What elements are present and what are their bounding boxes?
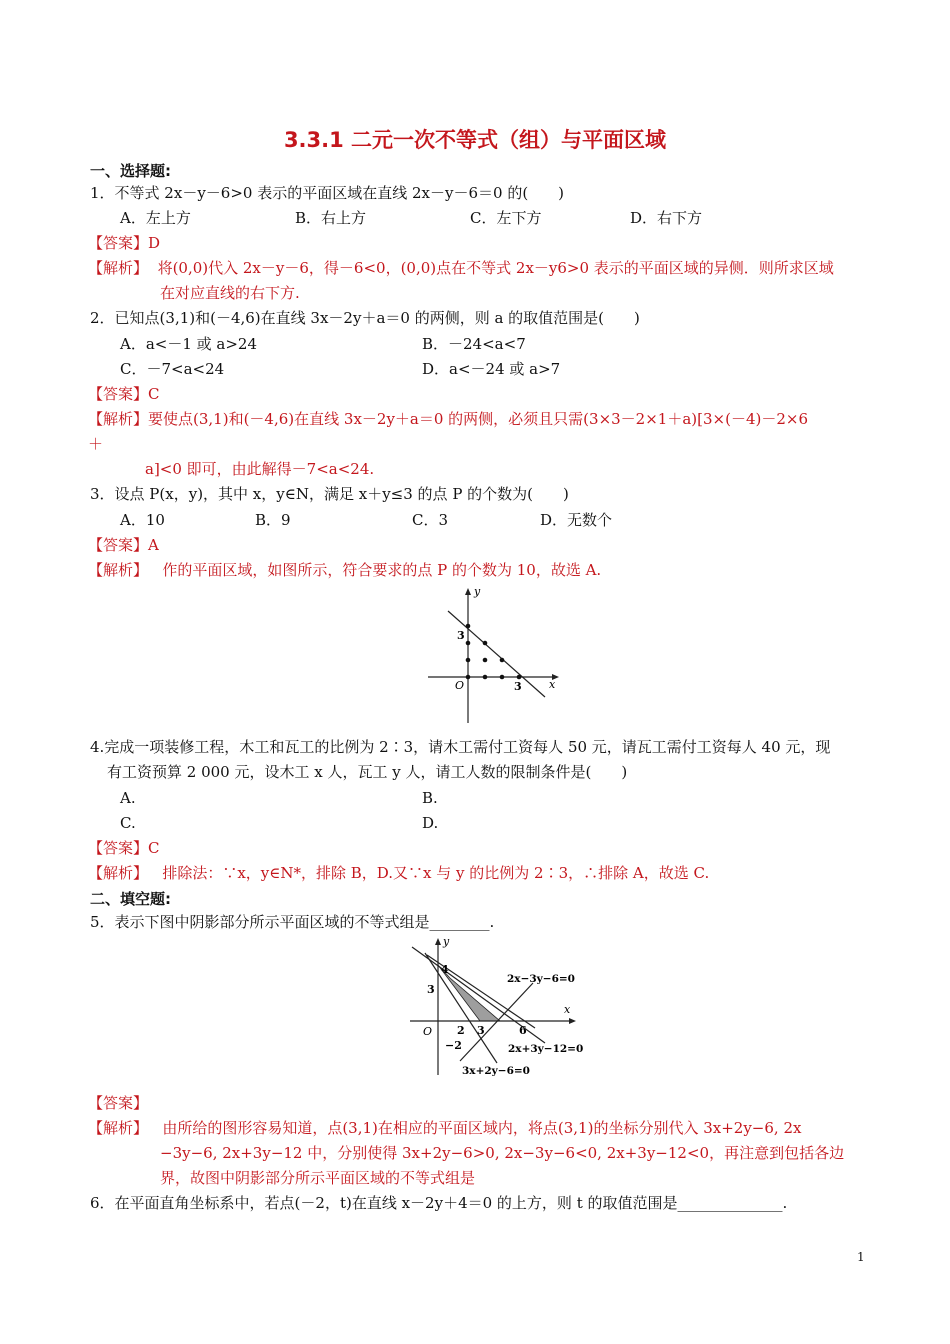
question-2-stem: 2．已知点(3,1)和(－4,6)在直线 3x－2y＋a＝0 的两侧，则 a 的取值范围是( ) — [90, 309, 640, 327]
q4-option-d: D. — [422, 814, 439, 832]
q3-answer — [88, 535, 159, 555]
label-2x-plus-3y-12: 2x+3y−12=0 — [508, 1043, 584, 1055]
question-4-stem-cont: 有工资预算 2 000 元，设木工 x 人，瓦工 y 人，请工人数的限制条件是( ) — [107, 763, 628, 781]
q3-option-b: B．9 — [255, 511, 291, 529]
y-intercept-label: 3 — [457, 629, 465, 642]
q5-explanation — [88, 1118, 801, 1138]
answer-value: C — [148, 839, 160, 857]
x-tick-2: 2 — [457, 1024, 465, 1037]
explanation-text: 将(0,0)代入 2x－y－6，得－6<0，(0,0)点在不等式 2x－y6>0 表示的平面区域的异侧．则所求区域 — [157, 259, 834, 277]
answer-tag: 【答案】 — [88, 536, 149, 554]
q5-shaded-region-figure — [405, 935, 590, 1080]
x-axis-label: x — [564, 1003, 571, 1016]
q4-option-b: B. — [422, 789, 438, 807]
section-heading-fill: 二、填空题: — [90, 890, 171, 908]
answer-tag: 【答案】 — [88, 1094, 149, 1112]
q2-explanation-plus: ＋ — [88, 435, 104, 453]
explanation-tag: 【解析】 — [88, 410, 149, 428]
q1-answer — [88, 233, 160, 253]
y-tick-neg2: −2 — [445, 1039, 462, 1052]
question-6-stem: 6．在平面直角坐标系中，若点(－2，t)在直线 x－2y＋4＝0 的上方，则 t 的取值范围是______________. — [90, 1194, 788, 1212]
y-axis-arrow — [465, 588, 471, 595]
y-axis-arrow — [435, 938, 441, 945]
x-axis-label: x — [549, 678, 556, 691]
q1-option-d: D．右下方 — [630, 209, 703, 227]
q3-option-a: A．10 — [120, 511, 165, 529]
q1-option-a: A．左上方 — [120, 209, 191, 227]
explanation-tag: 【解析】 — [88, 1119, 149, 1137]
q3-lattice-figure — [420, 585, 560, 727]
answer-tag: 【答案】 — [88, 234, 149, 252]
point — [466, 641, 471, 646]
point — [466, 624, 471, 629]
question-4-stem: 4.完成一项装修工程，木工和瓦工的比例为 2∶3，请木工需付工资每人 50 元，请瓦工需付工资每人 40 元，现 — [90, 738, 831, 756]
q5-explanation-cont-1: −3y−6, 2x+3y−12 中，分别使得 3x+2y−6>0, 2x−3y−6<0, 2x+3y−12<0，再注意到包括各边 — [160, 1144, 845, 1162]
point — [466, 658, 471, 663]
q2-option-a: A．a<－1 或 a>24 — [120, 335, 258, 353]
q1-option-c: C．左下方 — [470, 209, 542, 227]
q2-explanation-cont: a]<0 即可，由此解得－7<a<24. — [145, 460, 375, 478]
q2-option-c: C．－7<a<24 — [120, 360, 225, 378]
y-axis-label: y — [474, 585, 481, 598]
section-heading-choice: 一、选择题: — [90, 162, 171, 180]
answer-value: A — [148, 536, 159, 554]
q4-answer — [88, 838, 160, 858]
q5-answer — [88, 1093, 148, 1113]
explanation-text: 由所给的图形容易知道，点(3,1)在相应的平面区域内，将点(3,1)的坐标分别代入 3x+2y−6, 2x — [162, 1119, 802, 1137]
q3-option-c: C．3 — [412, 511, 449, 529]
answer-tag: 【答案】 — [88, 385, 149, 403]
question-5-stem: 5．表示下图中阴影部分所示平面区域的不等式组是________. — [90, 913, 495, 931]
label-2x-3y-6: 2x−3y−6=0 — [507, 973, 575, 985]
point — [483, 658, 488, 663]
y-tick-4: 4 — [441, 963, 449, 976]
q1-explanation-cont: 在对应直线的右下方. — [160, 284, 300, 302]
q3-explanation — [88, 560, 601, 580]
q4-explanation — [88, 863, 709, 883]
answer-value: C — [148, 385, 160, 403]
q2-option-d: D．a<－24 或 a>7 — [422, 360, 561, 378]
q4-option-a: A. — [120, 789, 136, 807]
answer-tag: 【答案】 — [88, 839, 149, 857]
x-axis-arrow — [569, 1018, 576, 1024]
explanation-tag: 【解析】 — [88, 561, 149, 579]
point — [483, 675, 488, 680]
y-axis-label: y — [443, 935, 450, 948]
answer-value: D — [148, 234, 161, 252]
x-intercept-label: 3 — [514, 680, 522, 693]
question-3-stem: 3．设点 P(x，y)，其中 x，y∈N，满足 x＋y≤3 的点 P 的个数为( ) — [90, 485, 569, 503]
q3-option-d: D．无数个 — [540, 511, 613, 529]
explanation-text: 排除法：∵x，y∈N*，排除 B，D.又∵x 与 y 的比例为 2∶3，∴排除 A，故选 C. — [162, 864, 710, 882]
page-title: 3.3.1 二元一次不等式（组）与平面区域 — [283, 128, 667, 152]
origin-label: O — [423, 1025, 433, 1038]
explanation-text: 作的平面区域，如图所示，符合要求的点 P 的个数为 10，故选 A. — [162, 561, 602, 579]
q2-answer — [88, 384, 160, 404]
y-tick-3: 3 — [427, 983, 435, 996]
q2-explanation — [88, 409, 808, 429]
point — [517, 675, 522, 680]
q1-explanation — [88, 258, 834, 278]
origin-label: O — [455, 679, 465, 692]
point — [500, 658, 505, 663]
x-tick-6: 6 — [519, 1024, 527, 1037]
point — [466, 675, 471, 680]
point — [500, 675, 505, 680]
q2-option-b: B．－24<a<7 — [422, 335, 526, 353]
x-tick-3: 3 — [477, 1024, 485, 1037]
q1-option-b: B．右上方 — [295, 209, 367, 227]
q4-option-c: C. — [120, 814, 136, 832]
page-number: 1 — [857, 1250, 865, 1264]
question-1-stem: 1．不等式 2x－y－6>0 表示的平面区域在直线 2x－y－6＝0 的( ) — [90, 184, 565, 202]
explanation-tag: 【解析】 — [88, 864, 149, 882]
label-3x-plus-2y-6: 3x+2y−6=0 — [462, 1065, 530, 1077]
explanation-text: 要使点(3,1)和(－4,6)在直线 3x－2y＋a＝0 的两侧，必须且只需(3×3－2×1＋a)[3×(－4)－2×6 — [148, 410, 809, 428]
point — [483, 641, 488, 646]
explanation-tag: 【解析】 — [88, 259, 149, 277]
q5-explanation-cont-2: 界，故图中阴影部分所示平面区域的不等式组是 — [160, 1169, 476, 1187]
